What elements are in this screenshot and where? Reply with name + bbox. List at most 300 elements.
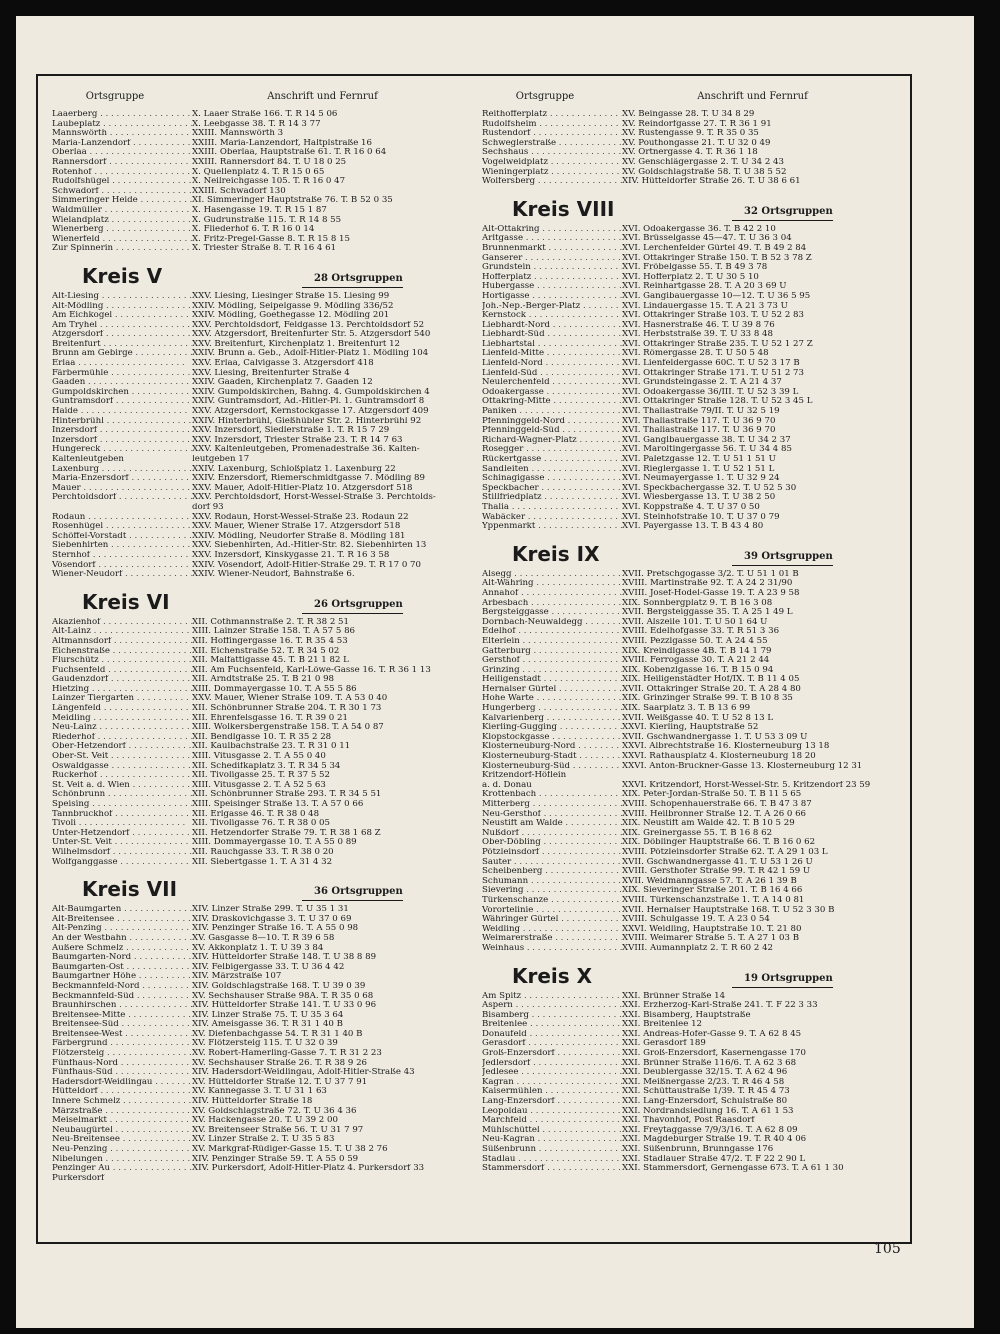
ortsgruppe-name: Rudolfshügel . . . [52, 177, 192, 187]
address-phone: XXV. Perchtoldsdorf, Horst-Wessel-Straße 3. Perchtolds- [192, 493, 436, 503]
ortsgruppe-name: Grinzing . . . [482, 666, 622, 676]
address-phone: XII. Hoffingergasse 16. T. R 35 4 53 [192, 636, 348, 646]
directory-row [52, 963, 467, 973]
ortsgruppe-name: Annahof . . . [482, 589, 622, 599]
ortsgruppe-name: Liebhardt-Süd . . . [482, 330, 622, 340]
ortsgruppe-name: Stadlau . . . [482, 1155, 622, 1165]
ortsgruppe-name: Rannersdorf . . . [52, 158, 192, 168]
directory-row [52, 359, 467, 369]
directory-row [482, 1145, 897, 1155]
directory-row [52, 694, 467, 704]
address-phone: XV. Goldschlagstraße 58. T. U 38 5 52 [622, 167, 787, 177]
address-phone: XXIV. Vösendorf, Adolf-Hitler-Straße 29. T. R 17 0 70 [192, 560, 421, 570]
directory-row [52, 1145, 467, 1155]
directory-row [52, 235, 467, 245]
directory-row [482, 302, 897, 312]
address-phone: XV. Goldschlagstraße 72. T. U 36 4 36 [192, 1106, 357, 1116]
ortsgruppe-name: Speising . . . [52, 800, 192, 810]
address-phone: XVIII. Pötzleinsdorfer Straße 62. T. A 29 1 03 L [622, 847, 828, 857]
directory-row [52, 369, 467, 379]
kreis-count: 39 Ortsgruppen [732, 551, 833, 566]
directory-row [482, 407, 897, 417]
directory-row [482, 1126, 897, 1136]
address-phone: XVI. Lindauergasse 15. T. A 21 3 73 U [622, 301, 788, 311]
directory-row [52, 474, 467, 484]
ortsgruppe-name: Ganserer . . . [482, 254, 622, 264]
directory-row [52, 445, 467, 455]
address-phone: XXV. Siebenhirten, Ad.-Hitler-Str. 82. Siebenhirten 13 [192, 541, 427, 551]
address-phone: XV. Flötzersteig 115. T. U 32 0 39 [192, 1039, 338, 1049]
address-phone: XIV. Goldschlagstraße 168. T. U 39 0 39 [192, 981, 366, 991]
ortsgruppe-name: Dornbach-Neuwaldegg . . . [482, 618, 622, 628]
ortsgruppe-name: Donaufeld . . . [482, 1030, 622, 1040]
directory-row [482, 311, 897, 321]
address-phone: XIV. Ameisgasse 36. T. R 31 1 40 B [192, 1020, 343, 1030]
directory-row [482, 1001, 897, 1011]
address-phone: XII. Schönbrunner Straße 293. T. R 34 5 51 [192, 790, 382, 800]
address-phone: XV. Linzer Straße 2. T. U 35 5 83 [192, 1135, 335, 1145]
address-phone: XVIII. Aumannplatz 2. T. R 60 2 42 [622, 943, 774, 953]
ortsgruppe-name: Fünfhaus-Süd . . . [52, 1068, 192, 1078]
address-phone: XXVI. Weidling, Hauptstraße 10. T. 21 80 [622, 924, 802, 934]
directory-row [52, 388, 467, 398]
address-phone: XIV. Linzer Straße 75. T. U 35 3 64 [192, 1010, 344, 1020]
ortsgruppe-name: Vösendorf . . . [52, 561, 192, 571]
ortsgruppe-name: Yppenmarkt . . . [482, 522, 622, 532]
address-phone: XIV. Märzstraße 107 [192, 972, 282, 982]
address-phone: XII. Cothmannstraße 2. T. R 38 2 51 [192, 617, 349, 627]
address-phone: XVII. Bergsteiggasse 35. T. A 25 1 49 L [622, 608, 793, 618]
address-phone: XVIII. Türkenschanzstraße 1. T. A 14 0 81 [622, 895, 805, 905]
ortsgruppe-name: Am Eichkogel . . . [52, 311, 192, 321]
ortsgruppe-name: Alt-Baumgarten . . . [52, 905, 192, 915]
ortsgruppe-name: Arbesbach . . . [482, 599, 622, 609]
address-phone: XVI. Hofferplatz 2. T. U 30 5 10 [622, 272, 759, 282]
address-phone: XXV. Breitenfurt, Kirchenplatz 1. Breitenfurt 12 [192, 339, 401, 349]
address-phone: XII. Ehrenfelsgasse 16. T. R 39 0 21 [192, 713, 348, 723]
address-phone: XVI. Ottakringer Straße 128. T. U 52 3 45 L [622, 397, 813, 407]
address-phone: XIV. Hütteldorfer Straße 141. T. U 33 0 96 [192, 1001, 377, 1011]
ortsgruppe-name: Atzgersdorf . . . [52, 330, 192, 340]
address-phone: X. Triester Straße 8. T. R 16 4 61 [192, 244, 337, 254]
right-entries [482, 110, 897, 1174]
directory-row [52, 426, 467, 436]
address-phone: XXIV. Enzersdorf, Riemerschmidtgasse 7. Mödling 89 [192, 474, 425, 484]
address-phone: XXIII. Maria-Lanzendorf, Haltplstraße 16 [192, 138, 372, 148]
directory-row [52, 551, 467, 561]
directory-row [482, 906, 897, 916]
address-phone: XXV. Mauer, Adolf-Hitler-Platz 10. Atzgersdorf 518 [192, 483, 413, 493]
directory-row [52, 340, 467, 350]
address-phone: XXIII. Oberlaa, Hauptstraße 61. T. R 16 0 64 [192, 148, 387, 158]
address-phone: XVI. Maroltingergasse 56. T. U 34 4 85 [622, 445, 792, 455]
ortsgruppe-name: Schumann . . . [482, 877, 622, 887]
ortsgruppe-name: Lienfeld-Süd . . . [482, 369, 622, 379]
ortsgruppe-name: Breitenlee . . . [482, 1020, 622, 1030]
ortsgruppe-name: Sternhof . . . [52, 551, 192, 561]
header-anschrift: Anschrift und Fernruf [267, 91, 378, 102]
ortsgruppe-name: Fünfhaus-Nord . . . [52, 1059, 192, 1069]
directory-row [482, 915, 897, 925]
ortsgruppe-name: Akazienhof . . . [52, 618, 192, 628]
directory-row [482, 723, 897, 733]
ortsgruppe-name: Richard-Wagner-Platz . . . [482, 436, 622, 446]
directory-row [482, 465, 897, 475]
directory-row [52, 206, 467, 216]
address-phone: XIV. Hadersdorf-Weidlingau, Adolf-Hitler-Straße 43 [192, 1068, 415, 1078]
ortsgruppe-name: Fuchsenfeld . . . [52, 666, 192, 676]
ortsgruppe-name: Färbermühle . . . [52, 369, 192, 379]
directory-row [482, 1116, 897, 1126]
ortsgruppe-name: Alt-Breitensee . . . [52, 915, 192, 925]
directory-row [482, 1020, 897, 1030]
ortsgruppe-name: Märzstraße . . . [52, 1107, 192, 1117]
ortsgruppe-name: Purkersdorf [52, 1173, 105, 1183]
ortsgruppe-name: Innere Schmelz . . . [52, 1097, 192, 1107]
directory-row [482, 177, 897, 187]
address-phone: XXIV. Wiener-Neudorf, Bahnstraße 6. [192, 570, 355, 580]
directory-row [482, 129, 897, 139]
directory-row [52, 493, 467, 503]
ortsgruppe-name: Baumgarten-Ost . . . [52, 963, 192, 973]
directory-row [482, 417, 897, 427]
address-phone: XVII. Gschwandnergasse 41. T. U 53 1 26 U [622, 857, 813, 867]
directory-row [482, 1011, 897, 1021]
address-phone: XVIII. Heilbronner Straße 12. T. A 26 0 66 [622, 809, 807, 819]
address-phone: XXVI. Albrechtstraße 16. Klosterneuburg 13 18 [622, 742, 830, 752]
address-phone: XXV. Kaltenleutgeben, Promenadestraße 36. Kalten- [192, 445, 420, 455]
directory-row [52, 1020, 467, 1030]
ortsgruppe-name: Rosegger . . . [482, 445, 622, 455]
address-phone: XV. Breitenseer Straße 56. T. U 31 7 97 [192, 1125, 364, 1135]
directory-row [52, 905, 467, 915]
address-phone: XVIII. Edelhofgasse 33. T. R 51 3 36 [622, 627, 780, 637]
address-phone: XXV. Inzersdorf, Kinskygasse 21. T. R 16 3 58 [192, 550, 390, 560]
address-phone: XVI. Rieglergasse 1. T. U 52 1 51 L [622, 464, 775, 474]
address-phone: XV. Markgraf-Rüdiger-Gasse 15. T. U 38 2 76 [192, 1145, 388, 1154]
ortsgruppe-name: Neu-Breitensee . . . [52, 1135, 192, 1145]
ortsgruppe-name: Meidling . . . [52, 714, 192, 724]
directory-row [482, 1135, 897, 1145]
directory-row [52, 216, 467, 226]
ortsgruppe-name: Weinhaus . . . [482, 944, 622, 954]
right-column [482, 90, 897, 1174]
address-phone: XVI. Paletzgasse 12. T. U 51 1 51 U [622, 455, 776, 464]
address-phone: XIII. Speisinger Straße 13. T. A 57 0 66 [192, 800, 364, 809]
directory-row [52, 685, 467, 695]
ortsgruppe-name: Pfenninggeld-Süd . . . [482, 426, 622, 436]
directory-row [52, 915, 467, 925]
directory-row [482, 858, 897, 868]
address-phone: leutgeben 17 [192, 455, 250, 464]
ortsgruppe-name: Jedlesee . . . [482, 1068, 622, 1078]
kreis-count: 19 Ortsgruppen [732, 973, 833, 988]
directory-row [52, 647, 467, 657]
ortsgruppe-name: Hofferplatz . . . [482, 273, 622, 283]
address-phone: XII. Schedifkaplatz 3. T. R 34 5 34 [192, 761, 341, 771]
directory-row [52, 561, 467, 571]
address-phone: XV. Hackengasse 20. T. U 39 2 00 [192, 1116, 338, 1126]
ortsgruppe-name: Oswaldgasse . . . [52, 762, 192, 772]
header-anschrift: Anschrift und Fernruf [697, 91, 808, 102]
directory-row [52, 465, 467, 475]
ortsgruppe-name: Währinger Gürtel . . . [482, 915, 622, 925]
directory-row [482, 455, 897, 465]
address-phone: XVIII. Schulgasse 19. T. A 23 0 54 [622, 915, 770, 925]
directory-row [482, 771, 897, 781]
ortsgruppe-name: Hohe Warte . . . [482, 694, 622, 704]
ortsgruppe-name: Wieningerplatz . . . [482, 168, 622, 178]
ortsgruppe-name: Kaltenleutgeben [52, 455, 124, 464]
directory-row [52, 733, 467, 743]
ortsgruppe-name: Rudolfsheim . . . [482, 120, 622, 130]
ortsgruppe-name: Stillfriedplatz . . . [482, 493, 622, 503]
address-phone: XII. Am Fuchsenfeld, Karl-Löwe-Gasse 16. T. R 36 1 13 [192, 665, 431, 675]
ortsgruppe-name: Liebhartstal . . . [482, 340, 622, 350]
address-phone: XXI. Andreas-Hofer-Gasse 9. T. A 62 8 45 [622, 1029, 802, 1039]
address-phone: XVIII. Pezzlgasse 50. T. A 24 4 55 [622, 636, 768, 646]
directory-row [482, 273, 897, 283]
ortsgruppe-name: Breitensee-Süd . . . [52, 1020, 192, 1030]
directory-row [482, 589, 897, 599]
directory-row [52, 349, 467, 359]
directory-row [482, 656, 897, 666]
ortsgruppe-name: Wabäcker . . . [482, 513, 622, 523]
kreis-heading [52, 258, 467, 288]
directory-row [482, 819, 897, 829]
address-phone: XIX. Kreindlgasse 4B. T. B 14 1 79 [622, 646, 772, 656]
ortsgruppe-name: Kritzendorf-Höflein [482, 771, 567, 781]
address-phone: XXV. Inzersdorf, Triester Straße 23. T. R 14 7 63 [192, 435, 403, 445]
directory-row [482, 877, 897, 887]
address-phone: XXV. Liesing, Liesinger Straße 15. Liesing 99 [192, 291, 390, 301]
directory-row [52, 1126, 467, 1136]
directory-row [482, 934, 897, 944]
column-header [482, 90, 897, 104]
directory-row [482, 1059, 897, 1069]
directory-row [482, 330, 897, 340]
address-phone: XV. Genschlägergasse 2. T. U 34 2 43 [622, 157, 784, 167]
ortsgruppe-name: Arltgasse . . . [482, 234, 622, 244]
address-phone: XXI. Schüttaustraße 1/39. T. R 45 4 73 [622, 1087, 790, 1097]
directory-row [482, 944, 897, 954]
directory-row [482, 781, 897, 791]
address-phone: XV. Diefenbachgasse 54. T. R 31 1 40 B [192, 1029, 363, 1039]
address-phone: XIX. Sonnbergplatz 9. T. B 16 3 08 [622, 598, 773, 608]
ortsgruppe-name: Neustift am Walde . . . [482, 819, 622, 829]
directory-row [482, 397, 897, 407]
directory-row [52, 742, 467, 752]
directory-row [482, 445, 897, 455]
directory-row [52, 532, 467, 542]
ortsgruppe-name: Längenfeld . . . [52, 704, 192, 714]
directory-row [52, 675, 467, 685]
directory-row [482, 349, 897, 359]
directory-row [482, 848, 897, 858]
directory-row [482, 742, 897, 752]
directory-row [482, 1155, 897, 1165]
ortsgruppe-name: Sandleiten . . . [482, 465, 622, 475]
address-phone: XIII. Wolkersbergenstraße 158. T. A 54 0 87 [192, 723, 384, 733]
directory-row [52, 790, 467, 800]
address-phone: XVI. Thaliastraße 79/II. T. U 32 5 19 [622, 407, 780, 417]
address-phone: XV. Hütteldorfer Straße 12. T. U 37 7 91 [192, 1077, 368, 1087]
address-phone: XV. Akkonplatz 1. T. U 39 3 84 [192, 943, 324, 953]
ortsgruppe-name: Neubaugürtel . . . [52, 1126, 192, 1136]
address-phone: XXVI. Kritzendorf, Horst-Wessel-Str. 5. Kritzendorf 23 59 [622, 780, 871, 790]
ortsgruppe-name: Gersthof . . . [482, 656, 622, 666]
address-phone: XIX. Greinergasse 55. T. B 16 8 62 [622, 828, 773, 838]
ortsgruppe-name: Am Spitz . . . [482, 992, 622, 1002]
kreis-title: Kreis IX [512, 541, 600, 566]
address-phone: XVI. Steinhofstraße 10. T. U 37 0 79 [622, 512, 780, 522]
address-phone: XXI. Gerasdorf 189 [622, 1039, 706, 1049]
directory-row [52, 484, 467, 494]
address-phone: XXIII. Mannswörth 3 [192, 129, 284, 139]
address-phone: XXIV. Brunn a. Geb., Adolf-Hitler-Platz 1. Mödling 104 [192, 349, 429, 359]
address-phone: dorf 93 [192, 502, 224, 512]
ortsgruppe-name: Mühlschüttel . . . [482, 1126, 622, 1136]
ortsgruppe-name: Vogelweidplatz . . . [482, 158, 622, 168]
address-phone: XVI. Ottakringer Straße 150. T. B 52 3 78 Z [622, 253, 812, 263]
ortsgruppe-name: Lienfeld-Nord . . . [482, 359, 622, 369]
ortsgruppe-name: Grundstein . . . [482, 263, 622, 273]
directory-row [52, 1049, 467, 1059]
directory-row [52, 723, 467, 733]
directory-row [52, 397, 467, 407]
ortsgruppe-name: Inzersdorf . . . [52, 426, 192, 436]
ortsgruppe-name: Hadersdorf-Weidlingau . . . [52, 1078, 192, 1088]
address-phone: XXIII. Schwadorf 130 [192, 186, 286, 196]
ortsgruppe-name: Baumgarten-Nord . . . [52, 953, 192, 963]
ortsgruppe-name: Gumpoldskirchen . . . [52, 388, 192, 398]
header-ortsgruppe: Ortsgruppe [515, 91, 575, 102]
directory-row [52, 800, 467, 810]
directory-row [52, 378, 467, 388]
ortsgruppe-name: Kalvarienberg . . . [482, 714, 622, 724]
address-phone: XXIV. Hinterbrühl, Gießhübler Str. 2. Hinterbrühl 92 [192, 416, 422, 426]
kreis-count: 36 Ortsgruppen [302, 886, 403, 901]
address-phone: XVII. Weißgasse 40. T. U 52 8 13 L [622, 713, 774, 723]
ortsgruppe-name: Hungereck . . . [52, 445, 192, 455]
ortsgruppe-name: Gerasdorf . . . [482, 1039, 622, 1049]
address-phone: XXIII. Rannersdorf 84. T. U 18 0 25 [192, 157, 347, 167]
directory-row [482, 513, 897, 523]
address-phone: XVI. Ottakringer Straße 103. T. U 52 2 83 [622, 311, 804, 321]
address-phone: XXI. Nordrandsiedlung 16. T. A 61 1 53 [622, 1106, 794, 1116]
ortsgruppe-name: Scheibenberg . . . [482, 867, 622, 877]
address-phone: XV. Robert-Hamerling-Gasse 7. T. R 31 2 23 [192, 1049, 382, 1059]
ortsgruppe-name: Weimarerstraße . . . [482, 934, 622, 944]
address-phone: XXI. Stammersdorf, Gernengasse 673. T. A 61 1 30 [622, 1164, 844, 1174]
ortsgruppe-name: Alt-Währing . . . [482, 579, 622, 589]
ortsgruppe-name: Türkenschanze . . . [482, 896, 622, 906]
directory-row [482, 1039, 897, 1049]
directory-row [52, 1174, 467, 1184]
ortsgruppe-name: Wielandplatz . . . [52, 216, 192, 226]
kreis-title: Kreis VIII [512, 196, 615, 221]
directory-row [52, 848, 467, 858]
directory-row [52, 1087, 467, 1097]
address-phone: XXIV. Gaaden, Kirchenplatz 7. Gaaden 12 [192, 378, 373, 388]
ortsgruppe-name: Perchtoldsdorf . . . [52, 493, 192, 503]
directory-row [52, 311, 467, 321]
ortsgruppe-name: Rückertgasse . . . [482, 455, 622, 465]
directory-row [52, 1097, 467, 1107]
address-phone: XXIV. Mödling, Goethegasse 12. Mödling 201 [192, 311, 390, 321]
ortsgruppe-name: Laxenburg . . . [52, 465, 192, 475]
address-phone: XVI. Brüsselgasse 45—47. T. U 36 3 04 [622, 234, 792, 244]
directory-row [52, 1059, 467, 1069]
ortsgruppe-name: Sauter . . . [482, 858, 622, 868]
address-phone: XV. Sechshauser Straße 26. T. R 38 9 26 [192, 1058, 368, 1068]
address-phone: XXV. Erlaa, Calvigasse 3. Atzgersdorf 418 [192, 359, 374, 369]
address-phone: XVI. Odoakergasse 36. T. B 42 2 10 [622, 224, 776, 234]
ortsgruppe-name: Guntramsdorf . . . [52, 397, 192, 407]
kreis-heading [52, 584, 467, 614]
ortsgruppe-name: Elterlein . . . [482, 637, 622, 647]
directory-row [482, 608, 897, 618]
address-phone: XVI. Payergasse 13. T. B 43 4 80 [622, 522, 764, 532]
ortsgruppe-name: Laaerberg . . . [52, 110, 192, 120]
address-phone: XXV. Mauer, Wiener Straße 109. T. A 53 0 40 [192, 694, 388, 704]
address-phone: XVI. Herbststraße 39. T. U 33 8 48 [622, 330, 773, 340]
address-phone: XXI. Meißnergasse 2/23. T. R 46 4 58 [622, 1077, 785, 1087]
address-phone: XXI. Brünner Straße 14 [622, 991, 726, 1001]
column-header [52, 90, 467, 104]
kreis-title: Kreis X [512, 963, 593, 988]
address-phone: XVI. Ottakringer Straße 171. T. U 51 2 73 [622, 368, 804, 378]
ortsgruppe-name: Neu-Lainz . . . [52, 723, 192, 733]
directory-row [482, 158, 897, 168]
address-phone: XII. Eichenstraße 52. T. R 34 5 02 [192, 646, 340, 656]
directory-row [482, 321, 897, 331]
ortsgruppe-name: Rosenhügel . . . [52, 522, 192, 532]
directory-row [482, 570, 897, 580]
address-phone: XVI. Römergasse 28. T. U 50 5 48 [622, 349, 769, 359]
ortsgruppe-name: Edelhof . . . [482, 627, 622, 637]
kreis-heading [52, 871, 467, 901]
address-phone: XXV. Atzgersdorf, Breitenfurter Str. 5. Atzgersdorf 540 [192, 330, 431, 340]
ortsgruppe-name: Neu-Kagran . . . [482, 1135, 622, 1145]
address-phone: XIII. Dommayergasse 10. T. A 55 0 89 [192, 838, 357, 848]
ortsgruppe-name: Alt-Ottakring . . . [482, 225, 622, 235]
directory-row [52, 1030, 467, 1040]
kreis-title: Kreis VI [82, 589, 170, 614]
directory-row [482, 1078, 897, 1088]
ortsgruppe-name: Kagran . . . [482, 1078, 622, 1088]
ortsgruppe-name: Aspern . . . [482, 1001, 622, 1011]
ortsgruppe-name: Jedlersdorf . . . [482, 1059, 622, 1069]
address-phone: XIX. Peter-Jordan-Straße 50. T. B 11 5 65 [622, 790, 802, 800]
address-phone: XXI. Thavonhof, Post Raasdorf [622, 1116, 755, 1126]
directory-row [52, 1116, 467, 1126]
directory-row [52, 225, 467, 235]
address-phone: XIV. Purkersdorf, Adolf-Hitler-Platz 4. Purkersdorf 33 [192, 1164, 425, 1174]
directory-row [482, 896, 897, 906]
directory-row [52, 148, 467, 158]
address-phone: XIX. Döblinger Hauptstraße 66. T. B 16 0 62 [622, 838, 816, 848]
directory-row [52, 627, 467, 637]
ortsgruppe-name: Brunn am Gebirge . . . [52, 349, 192, 359]
directory-row [482, 369, 897, 379]
address-phone: XXI. Deublergasse 32/15. T. A 62 4 96 [622, 1068, 788, 1078]
address-phone: XXVI. Kierling, Hauptstraße 52 [622, 723, 759, 733]
directory-row [52, 810, 467, 820]
directory-row [52, 417, 467, 427]
directory-row [482, 263, 897, 273]
ortsgruppe-name [52, 503, 192, 513]
